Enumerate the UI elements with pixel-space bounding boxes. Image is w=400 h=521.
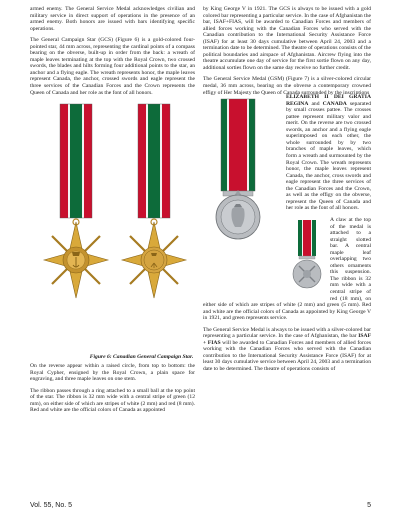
inscription-canada: CANADA: [322, 100, 347, 107]
gcs-medal: [44, 104, 108, 298]
right-paragraph-2: [203, 76, 371, 96]
gsm-bar-text-2: will be awarded to Canadian Forces and members of allied forces working with the Canadian Forces who served with the Canadian contribution to the International Security Assistance Force (ISAF) for at least 30 days cumulative service between April 24, 2003 and a termination date to be determined. The theatre of operations consists of: [203, 339, 371, 372]
right-column: [203, 6, 371, 378]
general-service-medal-illustration: [203, 97, 281, 245]
inscription-latin: ELIZABETH II DEI GRATIA REGINA: [286, 94, 371, 107]
left-paragraph-1: armed enemy. The General Service Medal acknowledges civilian and military service in direct support of operations in the presence of an armed enemy. Both honors are issued with bars identifying specific operations.: [30, 6, 195, 32]
right-paragraph-3: A claw at the top of the medal is attached to a straight slotted bar. A central maple leaf overlapping two others ornaments this suspension. The ribbon is 32 mm wide with a central stripe of red (18 mm), on either side of which are stripes of white (2 mm) and green (5 mm). Red and white are the official colors of Canada as appointed by King George V in 1921, and green represents service.: [203, 216, 371, 322]
page-footer: [30, 503, 371, 510]
gsm-text-and: and: [308, 100, 323, 107]
left-paragraph-4: The ribbon passes through a ring attached to a small ball at the top point of the star. The ribbon is 32 mm wide with a central stripe of green (12 mm), on either side of which are stripes of white (2 mm) and red (8 mm). Red and white are the official colors of Canada as appointed: [30, 387, 195, 414]
gcs-medal-reverse: [122, 104, 186, 298]
volume-label: Vol. 55, No. 5: [30, 502, 73, 509]
gsm-reverse-illustration: [286, 218, 326, 296]
left-column: [30, 6, 195, 419]
page-number: 5: [367, 502, 371, 509]
figure-6-caption: Figure 6: Canadian General Campaign Star.: [89, 353, 194, 360]
right-paragraph-1: by King George V in 1921. The GCS is always to be issued with a gold colored bar representing a particular service. In the case of Afghanistan the bar, ISAF+FIAS, will be awarded to Canadian Forces and members of allied forces working with the Canadian Forces who served with the Canadian contribution to the International Security Assistance Force (ISAF) for at least 30 days cumulative between April 24, 2003 and a termination date to be determined. The theatre of operations consists of the political boundaries and airspace of Afghanistan. Aircrew flying into the theatre accumulate one day of service for the first sortie flown on any day, additional sorties flown on the same day receive no further credit.: [203, 6, 371, 71]
gsm-text-part-2: separated by small crosses pattee. The crosses pattee represent military valor and merit. On the reverse are two crossed swords, an anchor and a flying eagle superimposed on each other, the whole surrounded by by two branches of maple leaves, which form a wreath and surmounted by the Royal Crown. The wreath represents honor, the maple leaves represent Canada, the anchor, cross swords and eagle represent the three services of the Canadian Forces and the Crown, as well as the effigy on the obverse, represent the Queen of Canada and her role as the font of all honors.: [286, 100, 371, 212]
bar-name-isaf-fias: ISAF + FIAS: [203, 333, 371, 346]
right-paragraph-4: [203, 327, 371, 373]
left-paragraph-3: On the reverse appear within a raised circle, from top to bottom: the Royal Cypher, ensigned by the Royal Crown, a plain space for engraving, and three maple leaves on one stem.: [30, 363, 195, 383]
figure-6: [30, 98, 195, 360]
gsm-text-part-1: The General Service Medal (GSM) (Figure 7) is a silver-colored circular medal, 36 mm across, bearing on the obverse a contemporary crowned effigy of Her Majesty the Queen of Canada surrounded by the inscriptions: [203, 76, 371, 96]
left-paragraph-2: The General Campaign Star (GCS) (Figure 6) is a gold-colored four-pointed star, 44 mm across, representing the cardinal points of a compass bearing on the obverse, built-up in order from the back: a wreath of maple leaves terminating at the top with the Royal Crown, two crossed swords, the blades and hilts forming four additional points to the star, an anchor and a flying eagle. The wreath represents honor, the maple leaves represent Canada, the anchor, crossed swords and eagle represent the three services of the Canadian Forces and the Crown represents the Queen of Canada and her role as the font of all honors.: [30, 37, 195, 96]
general-campaign-star-illustration: [30, 98, 195, 348]
gsm-section: [203, 76, 371, 96]
gsm-bar-text-1: The General Service Medal is always to be issued with a silver-colored bar representing a particular service. In the case of Afghanistan, the bar: [203, 326, 371, 340]
